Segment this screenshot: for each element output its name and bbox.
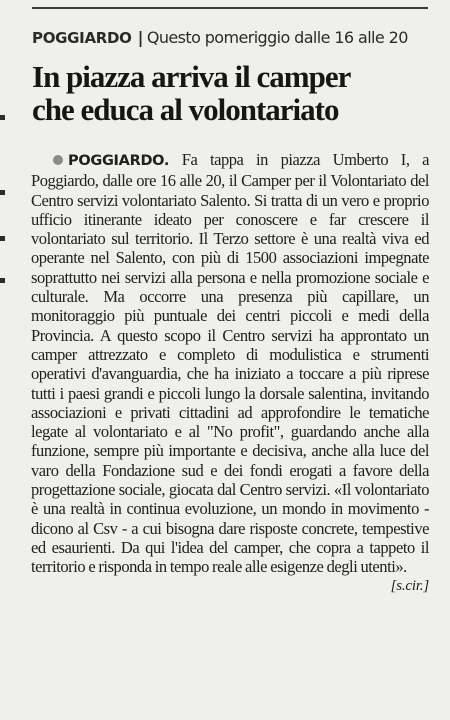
author-signature: [s.cir.]: [390, 577, 429, 594]
headline-line-2: che educa al volontariato: [32, 92, 339, 127]
lead-place: POGGIARDO.: [68, 153, 170, 169]
headline-line-1: In piazza arriva il camper: [32, 59, 351, 94]
margin-mark: [0, 278, 5, 283]
kicker-text: Questo pomeriggio dalle 16 alle 20: [146, 28, 408, 47]
margin-mark: [0, 115, 5, 120]
kicker-separator: |: [137, 28, 143, 47]
article-body: [31, 150, 429, 596]
margin-mark: [0, 236, 5, 241]
margin-mark: [0, 190, 5, 195]
top-rule: [32, 7, 428, 9]
bullet-icon: [53, 155, 63, 165]
kicker-place: POGGIARDO: [32, 29, 132, 47]
article-headline: [32, 60, 432, 126]
body-text: Fa tappa in piazza Umberto I, a Poggiardo, dalle ore 16 alle 20, il Camper per il Volontariato del Centro servizi volontariato Salento. Si tratta di un vero e proprio ufficio itinerante ideato per conoscere e far crescere il volontariato sul territorio. Il Terzo settore è una realtà viva ed operante nel Salento, con più di 1500 associazioni impegnate soprattutto nei servizi alla persona e nella promozione sociale e culturale. Ma occorre una presenza più capillare, un monitoraggio più puntuale dei centri piccoli e medi della Provincia. A questo scopo il Centro servizi ha approntato un camper attrezzato e completo di modulistica e strumenti operativi d'avanguardia, che ha iniziato a toccare a più riprese tutti i paesi grandi e piccoli lungo la dorsale salentina, invitando associazioni e privati cittadini ad approfondire le tematiche legate al volontariato e al "No profit", guardando anche alla funzione, sempre più importante e decisiva, anche alla luce del varo della Fondazione sud e dei fondi erogati a favore della progettazione sociale, giocata dal Centro servizi. «Il volontariato è una realtà in continua evoluzione, un mondo in movimento - dicono al Csv - a cui bisogna dare risposte concrete, tempestive ed esaurienti. Da qui l'idea del camper, che copra a tappeto il territorio e risponda in tempo reale alle esigenze degli utenti».: [31, 150, 429, 577]
article-kicker: [32, 27, 432, 49]
